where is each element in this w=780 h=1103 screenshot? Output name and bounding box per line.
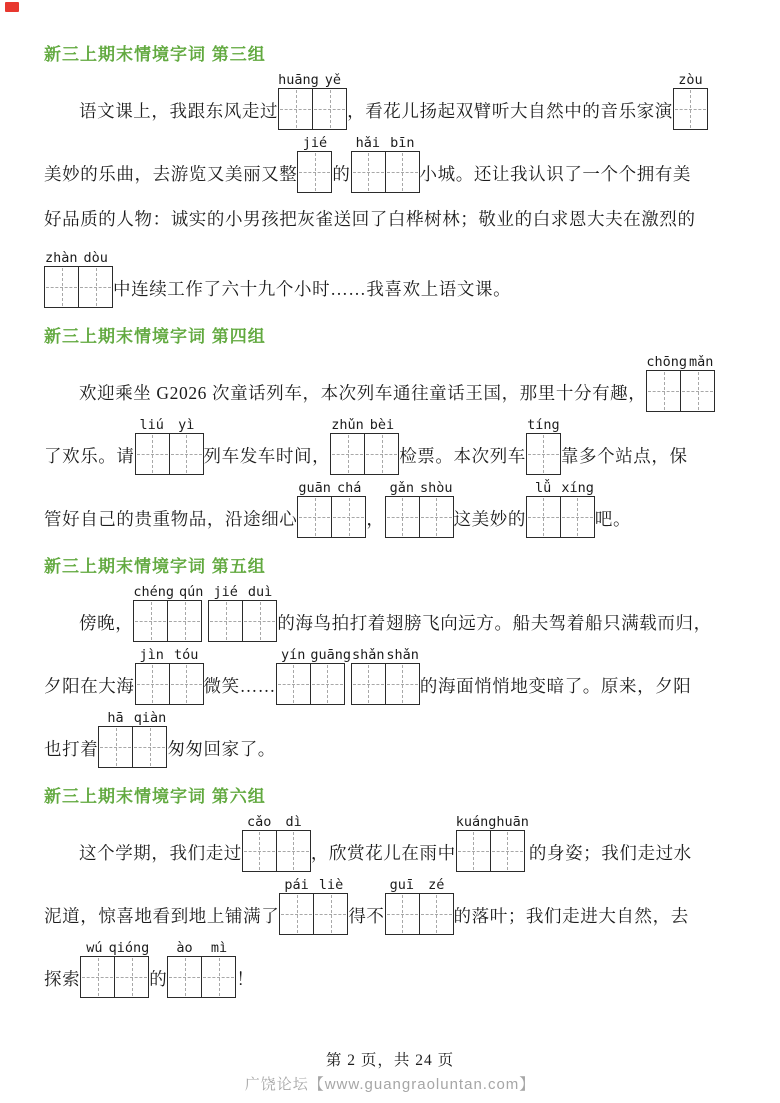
answer-cell	[386, 894, 419, 934]
answer-box-group	[133, 581, 277, 642]
answer-box-group	[456, 811, 529, 872]
text-run: 美妙的乐曲，去游览又美丽又整	[44, 163, 298, 184]
answer-box-unit	[526, 496, 595, 538]
answer-box-row	[135, 663, 204, 705]
answer-cell	[419, 894, 453, 934]
answer-cell	[81, 957, 114, 997]
answer-box-group	[98, 707, 167, 768]
pinyin-label	[44, 247, 113, 266]
text-run: ，	[366, 508, 385, 529]
answer-box-row	[297, 496, 366, 538]
answer-cell	[280, 894, 313, 934]
worksheet-line	[44, 707, 736, 768]
answer-box-unit	[385, 496, 454, 538]
pinyin-syllable: pái	[284, 877, 309, 894]
worksheet-line	[44, 69, 736, 130]
answer-cell	[352, 664, 385, 704]
text-run: 傍晚，	[79, 612, 134, 633]
answer-cell	[168, 957, 201, 997]
pinyin-label	[330, 414, 399, 433]
answer-box-group	[44, 247, 113, 308]
pinyin-label	[351, 132, 420, 151]
answer-cell	[331, 497, 365, 537]
pinyin-syllable: cǎo	[246, 814, 272, 831]
answer-box-row	[133, 600, 277, 642]
pinyin-syllable: mì	[210, 940, 228, 957]
text-run: 匆匆回家了。	[167, 738, 276, 759]
text-run: 这个学期，我们走过	[79, 842, 242, 863]
text-run: 列车发车时间，	[203, 445, 331, 466]
answer-box-group	[276, 644, 420, 705]
answer-box-group	[646, 351, 715, 412]
pinyin-label	[242, 811, 311, 830]
pinyin-label	[133, 581, 277, 600]
worksheet-line	[44, 874, 736, 935]
answer-cell	[134, 601, 167, 641]
pinyin-label	[278, 69, 347, 88]
pinyin-syllable: jié	[302, 135, 328, 152]
pinyin-syllable: huān	[496, 814, 529, 831]
pinyin-syllable: mǎn	[689, 354, 714, 371]
answer-cell	[310, 664, 344, 704]
pinyin-syllable: chá	[336, 480, 362, 497]
section	[44, 40, 736, 308]
answer-box-row	[385, 496, 454, 538]
corner-red-mark	[5, 2, 19, 12]
answer-box-row	[135, 433, 204, 475]
answer-box-group	[297, 132, 332, 193]
answer-cell	[201, 957, 235, 997]
answer-box-group	[385, 477, 454, 538]
text-run: 语文课上，我跟东风走过	[79, 100, 279, 121]
answer-box-unit	[646, 370, 715, 412]
section	[44, 782, 736, 998]
answer-box-unit	[135, 433, 204, 475]
text-run: 得不	[348, 905, 385, 926]
pinyin-label	[98, 707, 167, 726]
answer-box-group	[80, 937, 149, 998]
pinyin-syllable: qióng	[108, 940, 150, 957]
section-heading: 新三上期末情境字词 第五组	[44, 557, 266, 576]
pinyin-syllable: liè	[318, 877, 344, 894]
text-run: 也打着	[44, 738, 99, 759]
pinyin-syllable: guān	[298, 480, 331, 497]
answer-box-unit	[135, 663, 204, 705]
answer-cell	[298, 497, 331, 537]
answer-cell	[560, 497, 594, 537]
pinyin-label	[673, 69, 708, 88]
answer-cell	[136, 664, 169, 704]
answer-box-row	[673, 88, 708, 130]
answer-box-unit	[279, 893, 348, 935]
answer-cell	[277, 664, 310, 704]
answer-box-group	[242, 811, 311, 872]
text-run: ，看花儿扬起双臂听大自然中的音乐家演	[347, 100, 673, 121]
pinyin-syllable: qún	[178, 584, 204, 601]
pinyin-label	[385, 477, 454, 496]
pinyin-syllable: guāng	[310, 647, 351, 664]
answer-cell	[313, 894, 347, 934]
answer-box-row	[276, 663, 420, 705]
pinyin-syllable: yì	[178, 417, 195, 434]
pinyin-syllable: kuáng	[455, 814, 497, 831]
answer-box-group	[526, 477, 595, 538]
pinyin-label	[385, 874, 454, 893]
text-run: 的海鸟拍打着翅膀飞向远方。船夫驾着船只满载而归，	[277, 612, 712, 633]
pinyin-syllable: zhàn	[44, 250, 78, 267]
text-run: 的	[149, 968, 168, 989]
pinyin-label	[135, 414, 204, 433]
pinyin-syllable: bèi	[369, 417, 395, 434]
pinyin-syllable: jié	[213, 584, 238, 601]
answer-box-unit	[526, 433, 561, 475]
answer-box-row	[646, 370, 715, 412]
text-run: 靠多个站点，保	[560, 445, 688, 466]
pinyin-syllable: tíng	[527, 417, 560, 434]
answer-cell	[312, 89, 346, 129]
answer-box-row	[456, 830, 529, 872]
text-run: 夕阳在大海	[44, 675, 135, 696]
answer-cell	[331, 434, 364, 474]
answer-box-group	[279, 874, 348, 935]
text-run: 好品质的人物：诚实的小男孩把灰雀送回了白桦树林；敬业的白求恩大夫在激烈的	[44, 209, 696, 230]
answer-box-unit	[208, 600, 277, 642]
text-run: 管好自己的贵重物品，沿途细心	[44, 508, 298, 529]
answer-box-group	[297, 477, 366, 538]
answer-cell	[527, 497, 560, 537]
worksheet-line	[44, 414, 736, 475]
pinyin-syllable: jìn	[139, 647, 164, 664]
answer-cell	[78, 267, 112, 307]
text-run: 的落叶；我们走进大自然，去	[453, 905, 689, 926]
pinyin-label	[526, 477, 595, 496]
section-heading: 新三上期末情境字词 第三组	[44, 45, 266, 64]
worksheet-line	[44, 477, 736, 538]
pinyin-syllable: zòu	[678, 72, 703, 89]
answer-box-row	[526, 433, 561, 475]
pinyin-syllable: shòu	[420, 480, 453, 497]
text-run: 泥道，惊喜地看到地上铺满了	[44, 905, 280, 926]
pinyin-label	[135, 644, 204, 663]
answer-box-unit	[98, 726, 167, 768]
section	[44, 322, 736, 538]
text-run: 探索	[44, 968, 81, 989]
pinyin-label	[279, 874, 348, 893]
answer-cell	[386, 497, 419, 537]
worksheet-line	[44, 247, 736, 308]
answer-cell	[490, 831, 524, 871]
answer-box-unit	[673, 88, 708, 130]
answer-box-group	[135, 414, 204, 475]
pinyin-syllable: huāng	[278, 72, 319, 89]
text-run: 微笑……	[203, 675, 276, 696]
answer-cell	[364, 434, 398, 474]
answer-cell	[674, 89, 707, 129]
text-run: 了欢乐。请	[44, 445, 135, 466]
pinyin-label	[297, 132, 332, 151]
worksheet-line	[44, 644, 736, 705]
answer-box-unit	[385, 893, 454, 935]
answer-cell	[279, 89, 312, 129]
answer-cell	[276, 831, 310, 871]
answer-box-unit	[456, 830, 525, 872]
pinyin-syllable: dì	[285, 814, 302, 831]
pinyin-syllable: liú	[139, 417, 164, 434]
answer-box-unit	[44, 266, 113, 308]
answer-cell	[209, 601, 242, 641]
pinyin-label	[456, 811, 529, 830]
watermark: 广饶论坛【www.guangraoluntan.com】	[244, 1076, 536, 1093]
answer-box-row	[167, 956, 236, 998]
text-run: 检票。本次列车	[399, 445, 526, 466]
answer-box-unit	[351, 151, 420, 193]
pinyin-syllable: hā	[107, 710, 124, 727]
answer-cell	[680, 371, 714, 411]
pinyin-syllable: shǎn	[351, 647, 385, 664]
pinyin-label	[276, 644, 420, 663]
text-run: 这美妙的	[453, 508, 526, 529]
answer-box-row	[98, 726, 167, 768]
text-run: 中连续工作了六十九个小时……我喜欢上语文课。	[113, 278, 512, 299]
worksheet-line	[44, 351, 736, 412]
pinyin-syllable: tóu	[174, 647, 199, 664]
worksheet-line	[44, 581, 736, 642]
answer-cell	[99, 727, 132, 767]
answer-cell	[298, 152, 331, 192]
answer-box-group	[385, 874, 454, 935]
pinyin-syllable: yín	[280, 647, 306, 664]
text-run: 小城。还让我认识了一个个拥有美	[419, 163, 692, 184]
pinyin-syllable: zhǔn	[331, 417, 364, 434]
answer-box-group	[330, 414, 399, 475]
answer-box-unit	[167, 956, 236, 998]
pinyin-syllable: zé	[428, 877, 445, 894]
pinyin-label	[646, 351, 715, 370]
section-heading: 新三上期末情境字词 第四组	[44, 327, 266, 346]
answer-cell	[457, 831, 490, 871]
pinyin-label	[167, 937, 236, 956]
answer-cell	[385, 664, 419, 704]
answer-box-group	[135, 644, 204, 705]
worksheet-line	[44, 195, 736, 245]
answer-cell	[169, 664, 203, 704]
answer-box-row	[330, 433, 399, 475]
text-run: 的海面悄悄地变暗了。原来，夕阳	[419, 675, 692, 696]
text-run: 的	[332, 163, 351, 184]
answer-box-row	[279, 893, 348, 935]
answer-box-group	[351, 132, 420, 193]
answer-cell	[136, 434, 169, 474]
pinyin-label	[297, 477, 366, 496]
answer-box-unit	[297, 151, 332, 193]
answer-cell	[114, 957, 148, 997]
answer-box-row	[278, 88, 347, 130]
text-run: 吧。	[594, 508, 632, 529]
pinyin-syllable: chéng	[133, 584, 174, 601]
answer-box-unit	[351, 663, 420, 705]
worksheet-line	[44, 937, 736, 998]
answer-cell	[419, 497, 453, 537]
answer-box-unit	[276, 663, 345, 705]
pinyin-syllable: duì	[247, 584, 273, 601]
answer-box-group	[167, 937, 236, 998]
text-run: 欢迎乘坐 G2026 次童话列车，本次列车通往童话王国，那里十分有趣，	[79, 382, 647, 403]
answer-box-group	[278, 69, 347, 130]
worksheet-line	[44, 811, 736, 872]
answer-box-unit	[80, 956, 149, 998]
answer-box-unit	[278, 88, 347, 130]
pinyin-syllable: yě	[324, 72, 342, 89]
answer-cell	[132, 727, 166, 767]
answer-cell	[647, 371, 680, 411]
pinyin-syllable: gǎn	[389, 480, 414, 497]
answer-cell	[169, 434, 203, 474]
answer-cell	[242, 601, 276, 641]
pinyin-syllable: xíng	[561, 480, 594, 497]
answer-cell	[527, 434, 560, 474]
pinyin-syllable: wú	[86, 940, 103, 957]
answer-box-unit	[133, 600, 202, 642]
page-number: 第 2 页，共 24 页	[325, 1052, 455, 1069]
answer-box-unit	[242, 830, 311, 872]
answer-box-row	[80, 956, 149, 998]
pinyin-syllable: shǎn	[386, 647, 419, 664]
pinyin-syllable: dòu	[83, 250, 108, 267]
pinyin-syllable: hǎi	[355, 135, 380, 152]
answer-cell	[45, 267, 78, 307]
worksheet-line	[44, 132, 736, 193]
answer-box-unit	[297, 496, 366, 538]
pinyin-syllable: lǚ	[535, 480, 552, 497]
section-heading: 新三上期末情境字词 第六组	[44, 787, 266, 806]
answer-cell	[167, 601, 201, 641]
pinyin-label	[526, 414, 561, 433]
answer-box-row	[297, 151, 332, 193]
text-run: ！	[236, 968, 255, 989]
answer-box-row	[44, 266, 113, 308]
answer-box-row	[242, 830, 311, 872]
section	[44, 552, 736, 768]
answer-cell	[352, 152, 385, 192]
pinyin-syllable: qiàn	[133, 710, 167, 727]
text-run: 的身姿；我们走过水	[528, 842, 692, 863]
answer-box-row	[385, 893, 454, 935]
answer-box-group	[526, 414, 561, 475]
pinyin-syllable: chōng	[646, 354, 688, 371]
pinyin-syllable: ào	[176, 940, 193, 957]
text-run: ，欣赏花儿在雨中	[310, 842, 456, 863]
pinyin-label	[80, 937, 149, 956]
pinyin-syllable: bīn	[390, 135, 415, 152]
answer-box-row	[526, 496, 595, 538]
answer-box-row	[351, 151, 420, 193]
answer-cell	[385, 152, 419, 192]
answer-cell	[243, 831, 276, 871]
answer-box-unit	[330, 433, 399, 475]
answer-box-group	[673, 69, 708, 130]
pinyin-syllable: guī	[389, 877, 414, 894]
